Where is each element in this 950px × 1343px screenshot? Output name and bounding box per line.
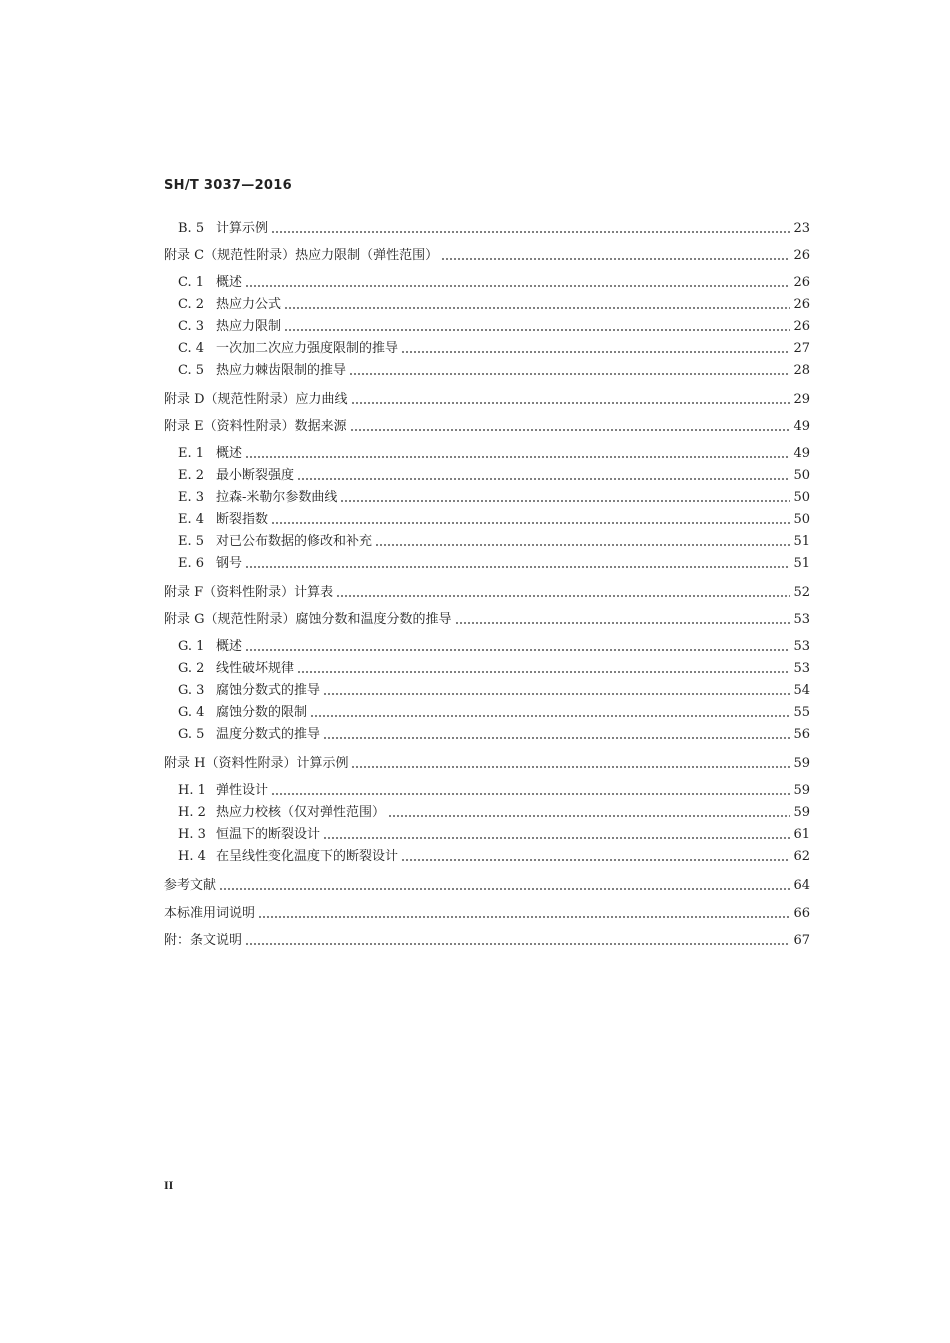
toc-entry-title: 在呈线性变化温度下的断裂设计 [216, 849, 399, 864]
toc-entry-title: 断裂指数 [216, 512, 269, 527]
toc-entry[interactable] [178, 318, 810, 336]
toc-entry-page: 55 [793, 705, 810, 720]
standard-code: SH/T 3037—2016 [164, 178, 292, 193]
toc-entry-number: E. 5 [178, 534, 205, 549]
toc-entry-number: B. 5 [178, 221, 205, 236]
toc-entry-page: 61 [793, 827, 810, 842]
toc-entry[interactable] [178, 340, 810, 358]
toc-entry-page: 62 [793, 849, 810, 864]
toc-entry-page: 56 [793, 727, 810, 742]
toc-entry[interactable] [178, 555, 810, 573]
toc-entry-title: 热应力棘齿限制的推导 [216, 363, 347, 378]
toc-entry-page: 49 [793, 419, 810, 434]
toc-entry[interactable] [178, 804, 810, 822]
dot-leader [401, 859, 790, 861]
toc-entry[interactable] [178, 220, 810, 238]
toc-entry-page: 26 [793, 275, 810, 290]
toc-entry-title: 附：条文说明 [164, 933, 243, 948]
dot-leader [351, 402, 791, 404]
toc-entry[interactable] [164, 932, 810, 950]
dot-leader [310, 715, 790, 717]
toc-entry-page: 64 [793, 878, 810, 893]
toc-entry-title: 恒温下的断裂设计 [216, 827, 321, 842]
toc-entry-number: E. 4 [178, 512, 205, 527]
toc-entry-title: 线性破坏规律 [216, 661, 295, 676]
toc-entry-title: 附录 E（资料性附录）数据来源 [164, 419, 347, 434]
toc-entry-title: 温度分数式的推导 [216, 727, 321, 742]
toc-entry-title: 腐蚀分数的限制 [216, 705, 308, 720]
toc-entry[interactable] [164, 905, 810, 923]
toc-entry-page: 51 [793, 534, 810, 549]
toc-entry-number: G. 5 [178, 727, 205, 742]
toc-entry-number: E. 3 [178, 490, 205, 505]
toc-entry[interactable] [164, 247, 810, 265]
toc-entry[interactable] [178, 660, 810, 678]
toc-entry[interactable] [178, 445, 810, 463]
toc-entry-page: 52 [793, 585, 810, 600]
toc-entry-number: G. 2 [178, 661, 205, 676]
dot-leader [323, 837, 790, 839]
toc-entry-title: 钢号 [216, 556, 243, 571]
toc-entry-title: 对已公布数据的修改和补充 [216, 534, 373, 549]
dot-leader [388, 815, 790, 817]
toc-entry-number: E. 2 [178, 468, 205, 483]
toc-entry[interactable] [178, 274, 810, 292]
toc-entry[interactable] [164, 391, 810, 409]
dot-leader [245, 649, 790, 651]
toc-entry-title: 热应力限制 [216, 319, 282, 334]
dot-leader [455, 622, 791, 624]
dot-leader [340, 500, 790, 502]
dot-leader [349, 373, 790, 375]
toc-entry-title: 热应力公式 [216, 297, 282, 312]
toc-entry-title: 腐蚀分数式的推导 [216, 683, 321, 698]
toc-entry-page: 59 [793, 756, 810, 771]
toc-entry-title: 概述 [216, 446, 243, 461]
toc-entry[interactable] [178, 533, 810, 551]
toc-entry-page: 26 [793, 297, 810, 312]
toc-entry-title: 热应力校核（仅对弹性范围） [216, 805, 386, 820]
toc-entry[interactable] [178, 726, 810, 744]
toc-entry-number: C. 1 [178, 275, 205, 290]
toc-entry[interactable] [178, 511, 810, 529]
dot-leader [350, 429, 791, 431]
toc-entry-number: H. 3 [178, 827, 206, 842]
toc-entry[interactable] [178, 682, 810, 700]
toc-entry-title: 附录 C（规范性附录）热应力限制（弹性范围） [164, 248, 439, 263]
dot-leader [375, 544, 790, 546]
toc-entry-number: C. 5 [178, 363, 205, 378]
dot-leader [336, 595, 790, 597]
toc-entry-number: E. 6 [178, 556, 205, 571]
toc-entry-title: 一次加二次应力强度限制的推导 [216, 341, 399, 356]
toc-entry-page: 26 [793, 248, 810, 263]
toc-entry-number: H. 4 [178, 849, 206, 864]
toc-entry-title: 本标准用词说明 [164, 906, 256, 921]
toc-entry-title: 概述 [216, 639, 243, 654]
dot-leader [351, 766, 790, 768]
toc-entry-page: 50 [793, 490, 810, 505]
toc-entry-page: 59 [793, 783, 810, 798]
toc-entry-title: 参考文献 [164, 878, 217, 893]
dot-leader [258, 916, 790, 918]
toc-entry-page: 53 [793, 661, 810, 676]
toc-entry-number: G. 4 [178, 705, 205, 720]
dot-leader [284, 307, 790, 309]
dot-leader [271, 231, 790, 233]
toc-entry[interactable] [178, 296, 810, 314]
toc-entry[interactable] [164, 418, 810, 436]
toc-entry-page: 26 [793, 319, 810, 334]
toc-entry[interactable] [178, 362, 810, 380]
dot-leader [245, 456, 790, 458]
toc-entry-page: 23 [793, 221, 810, 236]
toc-entry-page: 50 [793, 468, 810, 483]
toc-entry-number: C. 2 [178, 297, 205, 312]
toc-entry-title: 概述 [216, 275, 243, 290]
dot-leader [323, 693, 790, 695]
toc-entry-title: 附录 F（资料性附录）计算表 [164, 585, 334, 600]
toc-entry-page: 66 [793, 906, 810, 921]
toc-entry-number: G. 1 [178, 639, 205, 654]
toc-entry-title: 附录 H（资料性附录）计算示例 [164, 756, 349, 771]
dot-leader [245, 566, 790, 568]
toc-entry-title: 附录 G（规范性附录）腐蚀分数和温度分数的推导 [164, 612, 452, 627]
toc-entry-title: 最小断裂强度 [216, 468, 295, 483]
toc-entry[interactable] [164, 584, 810, 602]
toc-entry-page: 67 [793, 933, 810, 948]
toc-entry-page: 59 [793, 805, 810, 820]
toc-entry[interactable] [164, 877, 810, 895]
dot-leader [284, 329, 790, 331]
dot-leader [441, 258, 790, 260]
dot-leader [401, 351, 790, 353]
toc-entry[interactable] [164, 611, 810, 629]
toc-entry-number: C. 3 [178, 319, 205, 334]
toc-entry-page: 54 [793, 683, 810, 698]
toc-entry-title: 计算示例 [216, 221, 269, 236]
toc-entry[interactable] [178, 704, 810, 722]
toc-entry-page: 28 [793, 363, 810, 378]
toc-entry-page: 51 [793, 556, 810, 571]
toc-entry-page: 27 [793, 341, 810, 356]
toc-entry-page: 50 [793, 512, 810, 527]
toc-entry-title: 弹性设计 [216, 783, 269, 798]
toc-entry-number: H. 1 [178, 783, 206, 798]
toc-entry[interactable] [178, 467, 810, 485]
toc-entry[interactable] [164, 755, 810, 773]
toc-entry-page: 49 [793, 446, 810, 461]
dot-leader [245, 285, 790, 287]
dot-leader [271, 522, 790, 524]
dot-leader [297, 671, 790, 673]
toc-entry[interactable] [178, 782, 810, 800]
toc-entry-number: E. 1 [178, 446, 205, 461]
toc-entry-page: 29 [793, 392, 810, 407]
dot-leader [297, 478, 790, 480]
dot-leader [271, 793, 790, 795]
dot-leader [323, 737, 790, 739]
toc-entry-number: G. 3 [178, 683, 205, 698]
dot-leader [219, 888, 790, 890]
toc-entry-title: 附录 D（规范性附录）应力曲线 [164, 392, 348, 407]
dot-leader [245, 943, 790, 945]
toc-entry-number: C. 4 [178, 341, 205, 356]
toc-entry[interactable] [178, 489, 810, 507]
toc-entry[interactable] [178, 638, 810, 656]
toc-entry[interactable] [178, 826, 810, 844]
toc-entry-title: 拉森-米勒尔参数曲线 [216, 490, 338, 505]
toc-entry-page: 53 [793, 639, 810, 654]
toc-entry[interactable] [178, 848, 810, 866]
page-number: II [164, 1178, 174, 1192]
toc-entry-number: H. 2 [178, 805, 206, 820]
toc-entry-page: 53 [793, 612, 810, 627]
